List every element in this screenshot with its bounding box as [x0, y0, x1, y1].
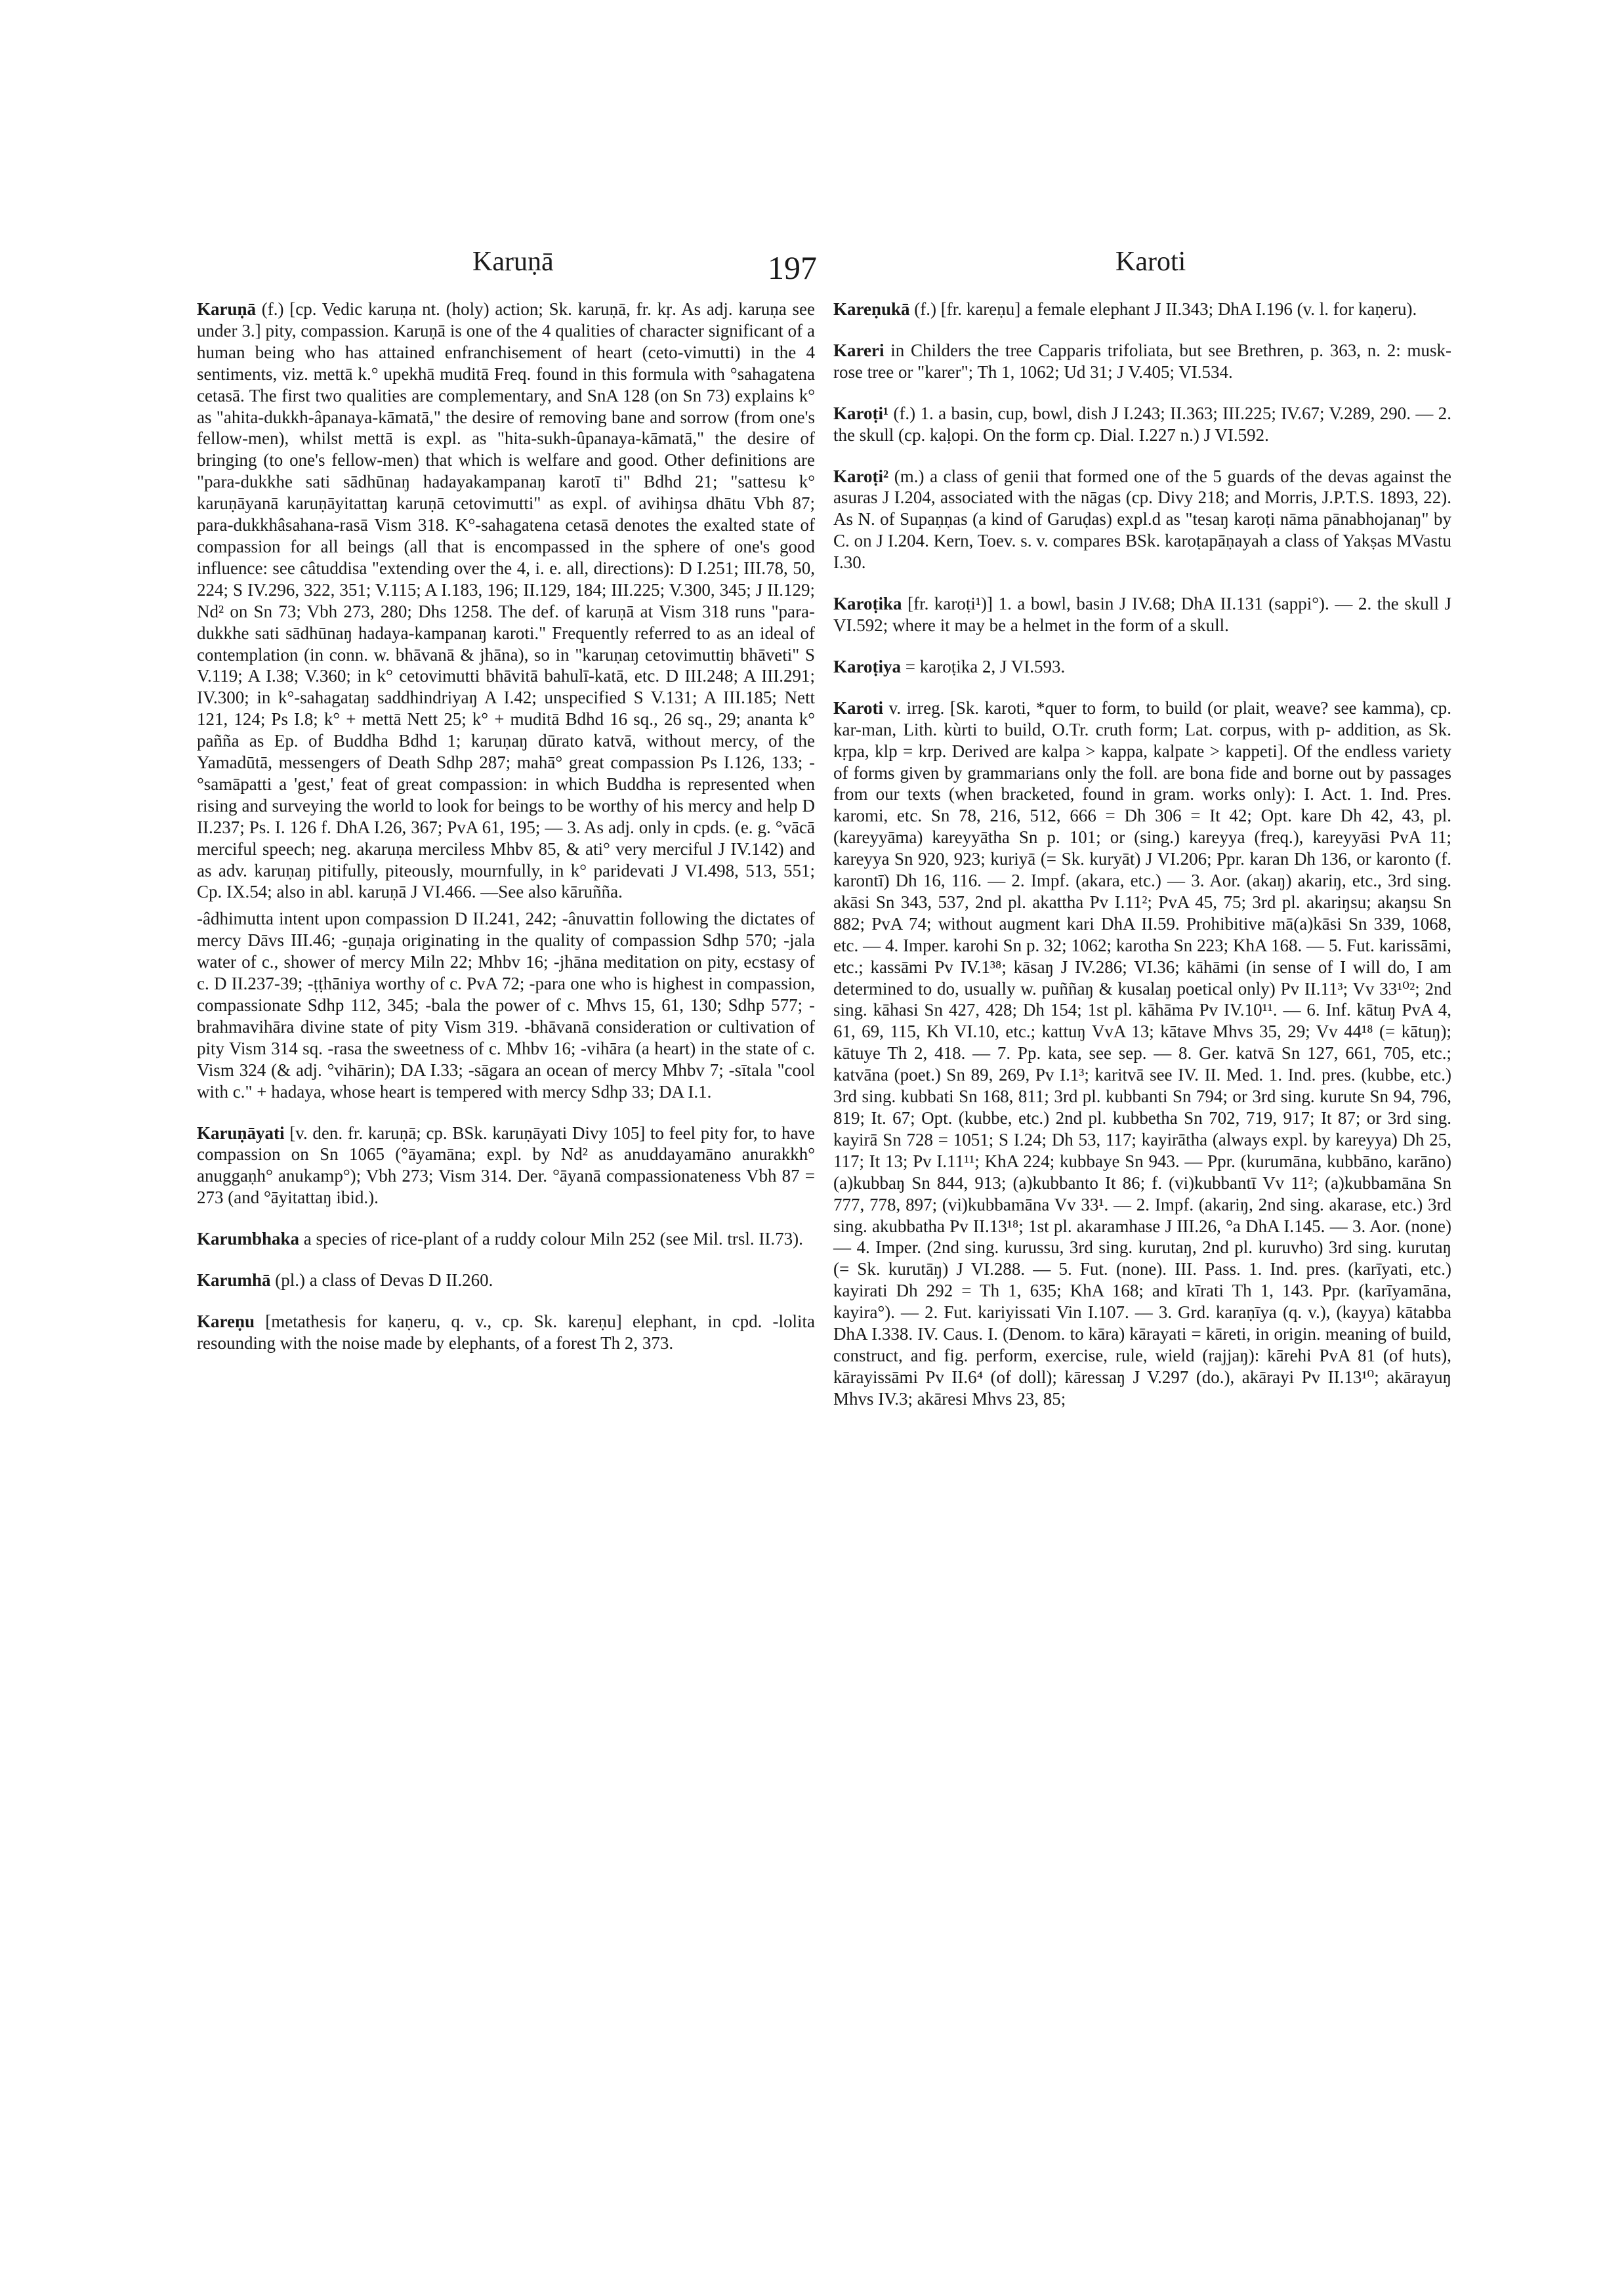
- entry-karoti-verb: [833, 697, 1451, 1410]
- entry-text: -âdhimutta intent upon compassion D II.241, 242; -ânuvattin following the dictates of mercy Dāvs III.46; -guṇaja originating in the quality of compassion Sdhp 570; -jala water of c., shower of mercy Miln 22; Mhbv 16; -jhāna meditation on pity, ecstasy of c. D II.237-39; -ṭṭhāniya worthy of c. PvA 72; -para one who is highest in compassion, compassionate Sdhp 112, 345; -bala the power of c. Mhvs 15, 61, 130; Sdhp 577; -brahmavihāra divine state of pity Vism 319. -bhāvanā consideration or cultivation of pity Vism 314 sq. -rasa the sweetness of c. Mhbv 16; -vihāra (a heart) in the state of c. Vism 324 (& adj. °vihārin); DA I.33; -sāgara an ocean of mercy Mhbv 7; -sītala "cool with c." + hadaya, whose heart is tempered with mercy Sdhp 33; DA I.1.: [197, 909, 815, 1102]
- right-guide-word: Karoti: [1115, 247, 1186, 277]
- entry-text: (f.) [fr. kareṇu] a female elephant J II.343; DhA I.196 (v. l. for kaṇeru).: [914, 299, 1417, 319]
- entry-text: v. irreg. [Sk. karoti, *quer to form, to build (or plait, weave? see kamma), cp. kar-man, Lith. kùrti to build, O.Tr. cruth form; Lat. corpus, with p- addition, as Sk. kṛpa, klp = krp. Derived are kalpa > kappa, kalpate > kappeti]. Of the endless variety of forms given by grammarians only the foll. are bona fide and borne out by passages from our texts (when bracketed, found in gram. works only): I. Act. 1. Ind. Pres. karomi, etc. Sn 78, 216, 512, 666 = Dh 306 = It 42; Opt. kare Dh 42, 43, pl. (kareyyāma) kareyyātha Sn p. 101; or (sing.) kareyya (freq.), kareyyāsi PvA 11; kareyya Sn 920, 923; kuriyā (= Sk. kuryāt) J VI.206; Ppr. karan Dh 136, or karonto (f. karontī) Dh 16, 116. — 2. Impf. (akara, etc.) — 3. Aor. (akaŋ) akariŋ, etc., 3rd sing. akāsi Sn 343, 537, 2nd pl. akattha Pv I.11²; PvA 45, 75; 3rd pl. akariŋsu; akaŋsu Sn 882; PvA 74; without augment kari DhA II.59. Prohibitive mā(a)kāsi Sn 339, 1068, etc. — 4. Imper. karohi Sn p. 32; 1062; karotha Sn 223; KhA 168. — 5. Fut. karissāmi, etc.; kassāmi Pv IV.1³⁸; kāsaŋ J IV.286; VI.36; kāhāmi (in sense of I will do, I am determined to do, usually w. puññaŋ & kusalaŋ poetical only) Pv II.11³; Vv 33¹⁰²; 2nd sing. kāhasi Sn 427, 428; Dh 154; 1st pl. kāhāma Pv IV.10¹¹. — 6. Inf. kātuŋ PvA 4, 61, 69, 115, Kh VI.10, etc.; kattuŋ VvA 13; kātave Mhvs 35, 29; Vv 44¹⁸ (= kātuŋ); kātuye Th 2, 418. — 7. Pp. kata, see sep. — 8. Ger. katvā Sn 127, 661, 705, etc.; katvāna (poet.) Sn 89, 269, Pv I.1³; karitvā see IV. II. Med. 1. Ind. pres. (kubbe, etc.) 3rd sing. kubbati Sn 168, 811; 3rd pl. kubbanti Sn 794; or 3rd sing. kurute Sn 94, 796, 819; It. 67; Opt. (kubbe, etc.) 2nd pl. kubbetha Sn 702, 719, 917; It 87; or 3rd sing. kayirā Sn 728 = 1051; S I.24; Dh 53, 117; kayirātha (always expl. by kareyya) Dh 25, 117; It 13; Pv I.11¹¹; KhA 224; kubbaye Sn 943. — Ppr. (kurumāna, kubbāno, karāno) (a)kubbaŋ Sn 844, 913; (a)kubbanto It 86; f. (vi)kubbantī Vv 11²; (a)kubbamāna Sn 777, 778, 897; (vi)kubbamāna Vv 33¹. — 2. Impf. (akariŋ, 2nd sing. akarase, etc.) 3rd sing. akubbatha Pv II.13¹⁸; 1st pl. akaramhase J III.26, °a DhA I.145. — 3. Aor. (none) — 4. Imper. (2nd sing. kurussu, 3rd sing. kurutaŋ, 2nd pl. kuruvho) 3rd sing. kurutaŋ (= Sk. kurutāŋ) J VI.288. — 5. Fut. (none). III. Pass. 1. Ind. pres. (karīyati, etc.) kayirati Dh 292 = Th 1, 635; KhA 168; and kīrati Th 1, 143. Ppr. (karīyamāna, kayira°). — 2. Fut. kariyissati Vin I.107. — 3. Grd. karaṇīya (q. v.), (kayya) kātabba DhA I.338. IV. Caus. I. (Denom. to kāra) kārayati = kāreti, in origin. meaning of build, construct, and fig. perform, exercise, rule, wield (rajjaŋ): kārehi PvA 81 (of huts), kārayissāmi Pv II.6⁴ (of doll); kāressaŋ J V.297 (do.), akārayi Pv II.13¹⁰; akārayuŋ Mhvs IV.3; akāresi Mhvs 23, 85;: [833, 697, 1452, 1409]
- headword: Karoṭi²: [833, 466, 889, 486]
- entry-karumha: [197, 1270, 815, 1291]
- entry-text: (f.) 1. a basin, cup, bowl, dish J I.243; II.363; III.225; IV.67; V.289, 290. — 2. the skull (cp. kaḷopi. On the form cp. Dial. I.227 n.) J VI.592.: [833, 403, 1451, 445]
- entry-text: (pl.) a class of Devas D II.260.: [275, 1270, 493, 1291]
- entry-karotiya: [833, 656, 1451, 678]
- entry-karunayati: [197, 1123, 815, 1209]
- left-guide-word: Karuṇā: [472, 247, 554, 277]
- entry-karenuka: [833, 299, 1451, 320]
- entry-text: [v. den. fr. karuṇā; cp. BSk. karuṇāyati Divy 105] to feel pity for, to have compassion on Sn 1065 (°āyamāna; expl. by Nd² as anuddayamāno anurakkh° anuggaṇh° anukamp°); Vbh 273; Vism 314. Der. °āyanā compassionateness Vbh 87 = 273 (and °āyitattaŋ ibid.).: [197, 1123, 815, 1208]
- entry-karumbhaka: [197, 1228, 815, 1250]
- headword: Karuṇāyati: [197, 1123, 285, 1143]
- headword: Karoṭika: [833, 594, 902, 614]
- entry-text: [fr. karoṭi¹)] 1. a bowl, basin J IV.68; DhA II.131 (sappi°). — 2. the skull J VI.592; where it may be a helmet in the form of a skull.: [833, 594, 1451, 635]
- headword: Karumhā: [197, 1270, 271, 1291]
- headword: Kareṇu: [197, 1311, 255, 1331]
- entry-karoti-1: [833, 403, 1451, 446]
- entry-karoti-2: [833, 466, 1451, 574]
- entry-text: a species of rice-plant of a ruddy colour Miln 252 (see Mil. trsl. II.73).: [303, 1229, 803, 1249]
- headword: Karoti: [833, 697, 883, 718]
- entry-karotika: [833, 593, 1451, 636]
- headword: Karoṭi¹: [833, 403, 889, 423]
- entry-karuna-compounds: [197, 908, 815, 1102]
- entry-karenu: [197, 1311, 815, 1354]
- entry-text: (f.) [cp. Vedic karuṇa nt. (holy) action; Sk. karuṇā, fr. kṛ. As adj. karuṇa see under 3.] pity, compassion. Karuṇā is one of the 4 qualities of character significant of a human being who has attained enfranchisement of heart (ceto-vimutti) in the 4 sentiments, viz. mettā k.° upekhā muditā Freq. found in this formula with °sahagatena cetasā. The first two qualities are complementary, and SnA 128 (on Sn 73) explains k° as "ahita-dukkh-âpanaya-kāmatā," the desire of removing bane and sorrow (from one's fellow-men), whilst mettā is expl. as "hita-sukh-ûpanaya-kāmatā," the desire of bringing (to one's fellow-men) that which is welfare and good. Other definitions are "para-dukkhe sati sādhūnaŋ hadayakampanaŋ karotī ti" Bdhd 21; "sattesu k° karuṇāyanā karuṇāyitattaŋ karuṇā cetovimutti" as expl. of avihiŋsa dhātu Vbh 87; para-dukkhâsahana-rasā Vism 318. K°-sahagatena cetasā denotes the exalted state of compassion for all beings (all that is encompassed in the sphere of one's good influence: see câtuddisa "extending over the 4, i. e. all, directions): D I.251; III.78, 50, 224; S IV.296, 322, 351; V.115; A I.183, 196; II.129, 184; III.225; V.300, 345; J II.129; Nd² on Sn 73; Vbh 273, 280; Dhs 1258. The def. of karuṇā at Vism 318 runs "para-dukkhe sati sādhūnaŋ hadaya-kampanaŋ karoti." Frequently referred to as an ideal of contemplation (in conn. w. bhāvanā & jhāna), so in "karuṇaŋ cetovimuttiŋ bhāveti" S V.119; A I.38; V.360; in k° cetovimutti bhāvitā bahulī-katā, etc. D III.248; A III.291; IV.300; in k°-sahagataŋ saddhindriyaŋ A I.42; unspecified S V.131; A III.185; Nett 121, 124; Ps I.8; k° + mettā Nett 25; k° + muditā Bdhd 16 sq., 26 sq., 29; ananta k° pañña as Ep. of Buddha Bdhd 1; karuṇaŋ dūrato katvā, without mercy, of the Yamadūtā, messengers of Death Sdhp 287; mahā° great compassion Ps I.126, 133; -°samāpatti a 'gest,' feat of great compassion: in which Buddha is represented when rising and surveying the world to look for beings to be worthy of his mercy and help D II.237; Ps. I. 126 f. DhA I.26, 367; PvA 61, 195; — 3. As adj. only in cpds. (e. g. °vācā merciful speech; neg. akaruṇa merciless Mhbv 85, & ati° very merciful J IV.142) and as adv. karuṇaŋ pitifully, piteously, mournfully, in k° paridevati J VI.498, 513, 551; Cp. IX.54; also in abl. karuṇā J VI.466. —See also kāruñña.: [197, 299, 815, 902]
- entry-text: (m.) a class of genii that formed one of the 5 guards of the devas against the asuras J I.204, associated with the nāgas (cp. Divy 218; and Morris, J.P.T.S. 1893, 22). As N. of Supaṇṇas (a kind of Garuḍas) expl.d as "tesaŋ karoṭi nāma pānabhojanaŋ" by C. on J I.204. Kern, Toev. s. v. compares BSk. karoṭapāṇayah a class of Yakṣas MVastu I.30.: [833, 466, 1452, 573]
- entry-text: in Childers the tree Capparis trifoliata, but see Brethren, p. 363, n. 2: musk-rose tree or "karer"; Th 1, 1062; Ud 31; J V.405; VI.534.: [833, 340, 1451, 382]
- entry-text: [metathesis for kaṇeru, q. v., cp. Sk. kareṇu] elephant, in cpd. -lolita resounding with the noise made by elephants, of a forest Th 2, 373.: [197, 1311, 816, 1353]
- entry-text: = karoṭika 2, J VI.593.: [905, 656, 1066, 676]
- headword: Karumbhaka: [197, 1229, 300, 1249]
- headword: Kareṇukā: [833, 299, 910, 319]
- headword: Kareri: [833, 340, 885, 360]
- page-number: 197: [768, 249, 817, 286]
- page-header: [0, 246, 1624, 285]
- headword: Karuṇā: [197, 299, 257, 319]
- entry-kareri: [833, 340, 1451, 383]
- entry-karuna: [197, 299, 815, 903]
- headword: Karoṭiya: [833, 656, 901, 676]
- left-column: [197, 299, 815, 1374]
- right-column: [833, 299, 1451, 1430]
